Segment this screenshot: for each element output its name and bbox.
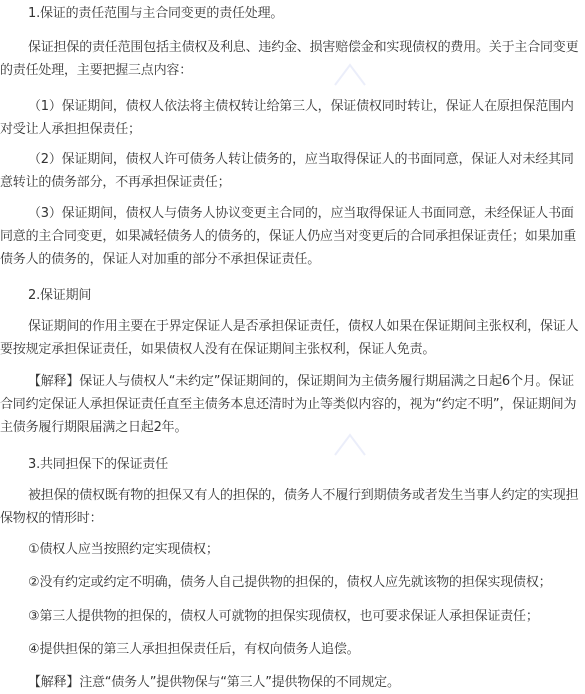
- section3-item-3: ③第三人提供物的担保的，债权人可就物的担保实现债权，也可要求保证人承担保证责任；: [28, 609, 539, 624]
- section1-intro: 保证担保的责任范围包括主债权及利息、违约金、损害赔偿金和实现债权的费用。关于主合同变更的责任处理，主要把握三点内容：: [0, 40, 579, 78]
- section2-body: 保证期间的作用主要在于界定保证人是否承担保证责任，债权人如果在保证期间主张权利，保证人要按规定承担保证责任，如果债权人没有在保证期间主张权利，保证人免责。: [0, 319, 579, 357]
- section1-point-3: （3）保证期间，债权人与债务人协议变更主合同的，应当取得保证人书面同意，未经保证人书面同意的主合同变更，如果减轻债务人的债务的，保证人仍应当对变更后的合同承担保证责任；如果加重债务人的债务的，保证人对加重的部分不承担保证责任。: [0, 206, 577, 267]
- section2-title: 2.保证期间: [28, 288, 92, 303]
- section3-item-1: ①债权人应当按照约定实现债权；: [28, 542, 219, 557]
- section3-item-2: ②没有约定或约定不明确，债务人自己提供物的担保的，债权人应先就该物的担保实现债权；: [28, 575, 552, 590]
- section1-title: 1.保证的责任范围与主合同变更的责任处理。: [28, 6, 284, 21]
- section3-title: 3.共同担保下的保证责任: [28, 457, 169, 472]
- section2-explain: 【解释】保证人与债权人“未约定”保证期间的，保证期间为主债务履行期届满之日起6个月。保证合同约定保证人承担保证责任直至主债务本息还清时为止等类似内容的，视为“约定不明”，保证期间为主债务履行期限届满之日起2年。: [0, 374, 577, 435]
- section1-point-2: （2）保证期间，债权人许可债务人转让债务的，应当取得保证人的书面同意，保证人对未经其同意转让的债务部分，不再承担保证责任；: [0, 152, 574, 190]
- section3-item-4: ④提供担保的第三人承担担保责任后，有权向债务人追偿。: [28, 642, 360, 657]
- section3-explain: 【解释】注意“债务人”提供物保与“第三人”提供物保的不同规定。: [28, 675, 400, 690]
- watermark-icon: [330, 430, 370, 460]
- section3-intro: 被担保的债权既有物的担保又有人的担保的，债务人不履行到期债务或者发生当事人约定的实现担保物权的情形时：: [0, 488, 579, 526]
- section1-point-1: （1）保证期间，债权人依法将主债权转让给第三人，保证债权同时转让，保证人在原担保范围内对受让人承担担保责任；: [0, 99, 574, 137]
- watermark-icon: [330, 60, 370, 90]
